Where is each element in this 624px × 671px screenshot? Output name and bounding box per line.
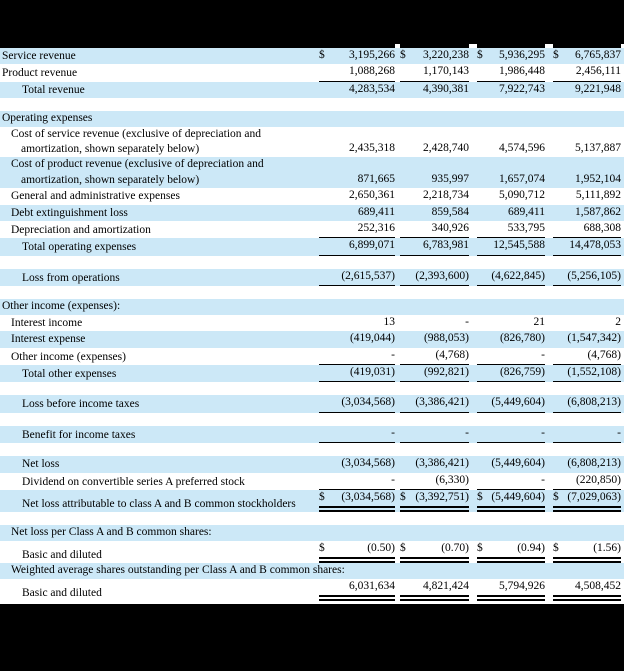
amount-value: (3,034,568) [341,490,395,503]
amount-value: (5,449,604) [491,457,545,470]
row-label: Total revenue [22,83,85,96]
amount-cell [477,238,545,255]
amount-cell [400,141,469,157]
table-row [0,127,624,158]
table-row [0,456,624,472]
table-row [0,426,624,443]
amount-cell [553,348,621,365]
amount-cell [553,365,621,382]
amount-cell [400,541,469,563]
amount-cell [553,238,621,255]
amount-value: (7,029,063) [567,490,621,503]
dollar-sign: $ [400,490,406,503]
amount-value: (3,392,751) [415,490,469,503]
amount-cell [319,541,395,563]
amount-cell [400,579,469,601]
amount-cell [553,315,621,331]
amount-value: 6,765,837 [575,49,621,61]
amount-cell [477,348,545,365]
row-label: Total other expenses [22,367,117,380]
row-label: Debt extinguishment loss [11,206,128,219]
table-row [0,579,624,601]
amount-value: (6,808,213) [567,457,621,470]
amount-value: 1,952,104 [575,172,621,185]
amount-value: 1,986,448 [499,65,545,78]
amount-value: 935,997 [431,172,469,185]
amount-cell [553,541,621,563]
table-row [0,348,624,365]
amount-cell [400,188,469,204]
amount-cell [319,221,395,238]
amount-cell [319,48,395,64]
amount-cell [477,48,545,64]
amount-value: - [391,473,395,486]
amount-value: 1,657,074 [499,172,545,185]
row-label: Dividend on convertible series A preferred stock [22,475,245,488]
amount-value: (3,034,568) [341,457,395,470]
amount-value: - [391,348,395,361]
table-row [0,205,624,221]
dollar-sign: $ [553,490,559,503]
amount-cell [319,365,395,382]
amount-cell [400,238,469,255]
row-label: Net loss attributable to class A and B common stockholders [22,497,296,510]
amount-value: 4,390,381 [423,82,469,95]
amount-cell [400,269,469,286]
amount-value: (1.56) [593,541,621,554]
amount-value: (5,449,604) [491,490,545,503]
spacer-row [0,382,624,395]
amount-cell [319,315,395,331]
dollar-sign: $ [319,49,325,61]
amount-cell [477,426,545,443]
amount-value: - [391,426,395,439]
amount-cell [319,188,395,204]
row-label: Service revenue [2,50,76,62]
amount-cell [553,331,621,347]
amount-value: 3,195,266 [349,49,395,61]
table-row [0,365,624,382]
dollar-sign: $ [477,541,483,554]
table-row [0,331,624,347]
amount-value: (4,622,845) [491,269,545,282]
amount-value: 2,428,740 [423,142,469,155]
amount-cell [400,365,469,382]
section-header-row [0,299,624,314]
amount-cell [400,456,469,472]
spacer-row [0,413,624,426]
amount-cell [477,82,545,98]
row-label: Net loss per Class A and B common shares: [11,526,212,539]
amount-value: (3,034,568) [341,396,395,409]
amount-value: 5,137,887 [575,142,621,155]
amount-value: 688,308 [583,222,621,235]
amount-value: 871,665 [357,172,395,185]
amount-cell [319,141,395,157]
table-row [0,315,624,331]
table-row [0,64,624,81]
amount-cell [553,269,621,286]
amount-value: (4,768) [587,348,621,361]
amount-cell [477,541,545,563]
amount-cell [553,172,621,188]
amount-value: (826,759) [499,365,545,378]
amount-value: (992,821) [423,365,469,378]
amount-value: 2,650,361 [349,189,395,202]
amount-cell [553,188,621,204]
amount-cell [477,188,545,204]
amount-value: - [465,315,469,328]
amount-value: (2,393,600) [415,269,469,282]
amount-cell [319,64,395,81]
row-label: Weighted average shares outstanding per Class A and B common shares: [11,564,345,577]
amount-value: 1,587,862 [575,205,621,218]
amount-cell [477,64,545,81]
amount-value: (220,850) [575,473,621,486]
amount-value: 252,316 [357,222,395,235]
amount-cell [319,348,395,365]
dollar-sign: $ [319,490,325,503]
amount-value: - [541,348,545,361]
amount-value: 21 [533,315,545,328]
amount-cell [319,473,395,490]
amount-value: - [617,426,621,439]
amount-value: 4,508,452 [575,579,621,592]
amount-cell [477,331,545,347]
spacer-row [0,98,624,111]
amount-cell [400,490,469,512]
section-header-row [0,111,624,126]
amount-cell [400,315,469,331]
amount-cell [319,456,395,472]
amount-value: (826,780) [499,332,545,345]
spacer-row [0,256,624,269]
amount-value: 5,936,295 [499,49,545,61]
amount-value: 4,283,534 [349,82,395,95]
amount-value: 6,031,634 [349,579,395,592]
amount-cell [553,64,621,81]
amount-value: 5,090,712 [499,189,545,202]
amount-cell [400,348,469,365]
amount-cell [477,315,545,331]
dollar-sign: $ [400,49,406,61]
amount-cell [400,473,469,490]
amount-cell [553,48,621,64]
amount-cell [553,221,621,238]
amount-cell [319,579,395,601]
amount-value: (3,386,421) [415,457,469,470]
amount-cell [553,141,621,157]
amount-value: 2,218,734 [423,189,469,202]
amount-value: (6,808,213) [567,396,621,409]
dollar-sign: $ [553,49,559,61]
amount-cell [553,579,621,601]
financial-table [0,48,624,601]
amount-value: (0.94) [517,541,545,554]
row-label: General and administrative expenses [11,190,180,203]
amount-value: (2,615,537) [341,269,395,282]
amount-cell [477,172,545,188]
amount-cell [477,456,545,472]
amount-cell [319,331,395,347]
amount-value: (0.50) [367,541,395,554]
amount-value: (419,044) [349,332,395,345]
amount-value: 2 [615,315,621,328]
amount-value: (6,330) [435,473,469,486]
top-redaction-bar [0,0,624,44]
amount-value: 859,584 [431,205,469,218]
row-label: Interest income [11,316,83,329]
amount-value: 689,411 [508,205,545,218]
amount-value: 4,574,596 [499,142,545,155]
table-row [0,541,624,563]
amount-value: (5,256,105) [567,269,621,282]
amount-value: (1,547,342) [567,332,621,345]
section-header-row [0,563,624,578]
amount-cell [553,473,621,490]
amount-cell [400,221,469,238]
amount-cell [553,490,621,512]
table-row [0,473,624,490]
amount-value: 12,545,588 [493,239,545,252]
amount-value: 2,456,111 [575,65,621,78]
amount-value: (419,031) [349,365,395,378]
amount-value: - [465,426,469,439]
row-label: Benefit for income taxes [22,428,136,441]
amount-cell [553,395,621,412]
amount-value: (0.70) [441,541,469,554]
amount-cell [553,82,621,98]
dollar-sign: $ [400,541,406,554]
amount-cell [400,172,469,188]
row-label: Total operating expenses [22,241,137,254]
amount-value: 14,478,053 [569,239,621,252]
amount-cell [477,490,545,512]
row-label: Other income (expenses): [2,300,121,313]
amount-value: - [541,426,545,439]
row-label: Cost of product revenue (exclusive of depreciation and amortization, shown separately below) [11,158,264,186]
spacer-row [0,512,624,525]
amount-cell [477,269,545,286]
table-row [0,238,624,255]
section-header-row [0,525,624,540]
amount-value: 6,899,071 [349,239,395,252]
amount-value: 5,111,892 [575,189,621,202]
amount-cell [553,426,621,443]
amount-cell [477,579,545,601]
amount-cell [319,172,395,188]
row-label: Product revenue [2,67,78,80]
amount-value: 340,926 [431,222,469,235]
amount-value: 4,821,424 [423,579,469,592]
amount-value: (1,552,108) [567,365,621,378]
amount-cell [319,490,395,512]
amount-cell [400,64,469,81]
amount-value: (5,449,604) [491,396,545,409]
amount-cell [477,473,545,490]
amount-cell [400,426,469,443]
table-row [0,490,624,512]
amount-cell [400,82,469,98]
amount-cell [477,221,545,238]
amount-value: 533,795 [507,222,545,235]
dollar-sign: $ [319,541,325,554]
table-row [0,395,624,412]
dollar-sign: $ [553,541,559,554]
amount-value: 3,220,238 [423,49,469,61]
amount-value: - [541,473,545,486]
amount-cell [400,205,469,221]
amount-value: (988,053) [423,332,469,345]
amount-cell [319,395,395,412]
amount-value: 1,170,143 [423,65,469,78]
amount-cell [319,238,395,255]
table-row [0,48,624,64]
amount-cell [477,141,545,157]
amount-cell [477,365,545,382]
row-label: Cost of service revenue (exclusive of depreciation and amortization, shown separately below) [11,127,262,156]
row-label: Basic and diluted [22,586,102,599]
dollar-sign: $ [477,490,483,503]
table-row [0,82,624,98]
spacer-row [0,443,624,456]
amount-cell [477,205,545,221]
amount-value: (3,386,421) [415,396,469,409]
row-label: Depreciation and amortization [11,224,151,237]
amount-value: 1,088,268 [349,65,395,78]
amount-cell [319,426,395,443]
amount-cell [400,48,469,64]
table-row [0,157,624,188]
row-label: Interest expense [11,333,86,346]
amount-cell [319,82,395,98]
amount-value: 689,411 [358,205,395,218]
amount-cell [400,395,469,412]
amount-value: (4,768) [435,348,469,361]
amount-cell [477,395,545,412]
amount-cell [553,205,621,221]
amount-value: 2,435,318 [349,142,395,155]
row-label: Loss before income taxes [22,398,140,411]
table-row [0,269,624,286]
row-label: Net loss [22,458,60,471]
amount-cell [553,456,621,472]
table-row [0,188,624,204]
amount-value: 9,221,948 [575,82,621,95]
spacer-row [0,286,624,299]
amount-value: 7,922,743 [499,82,545,95]
amount-cell [400,331,469,347]
amount-value: 6,783,981 [423,239,469,252]
bottom-redaction-bar [0,604,624,671]
amount-cell [319,269,395,286]
row-label: Loss from operations [22,271,120,284]
row-label: Operating expenses [2,112,93,125]
amount-cell [319,205,395,221]
row-label: Other income (expenses) [11,350,126,363]
amount-value: 13 [383,315,395,328]
dollar-sign: $ [477,49,483,61]
table-row [0,221,624,238]
amount-value: 5,794,926 [499,579,545,592]
row-label: Basic and diluted [22,548,102,561]
